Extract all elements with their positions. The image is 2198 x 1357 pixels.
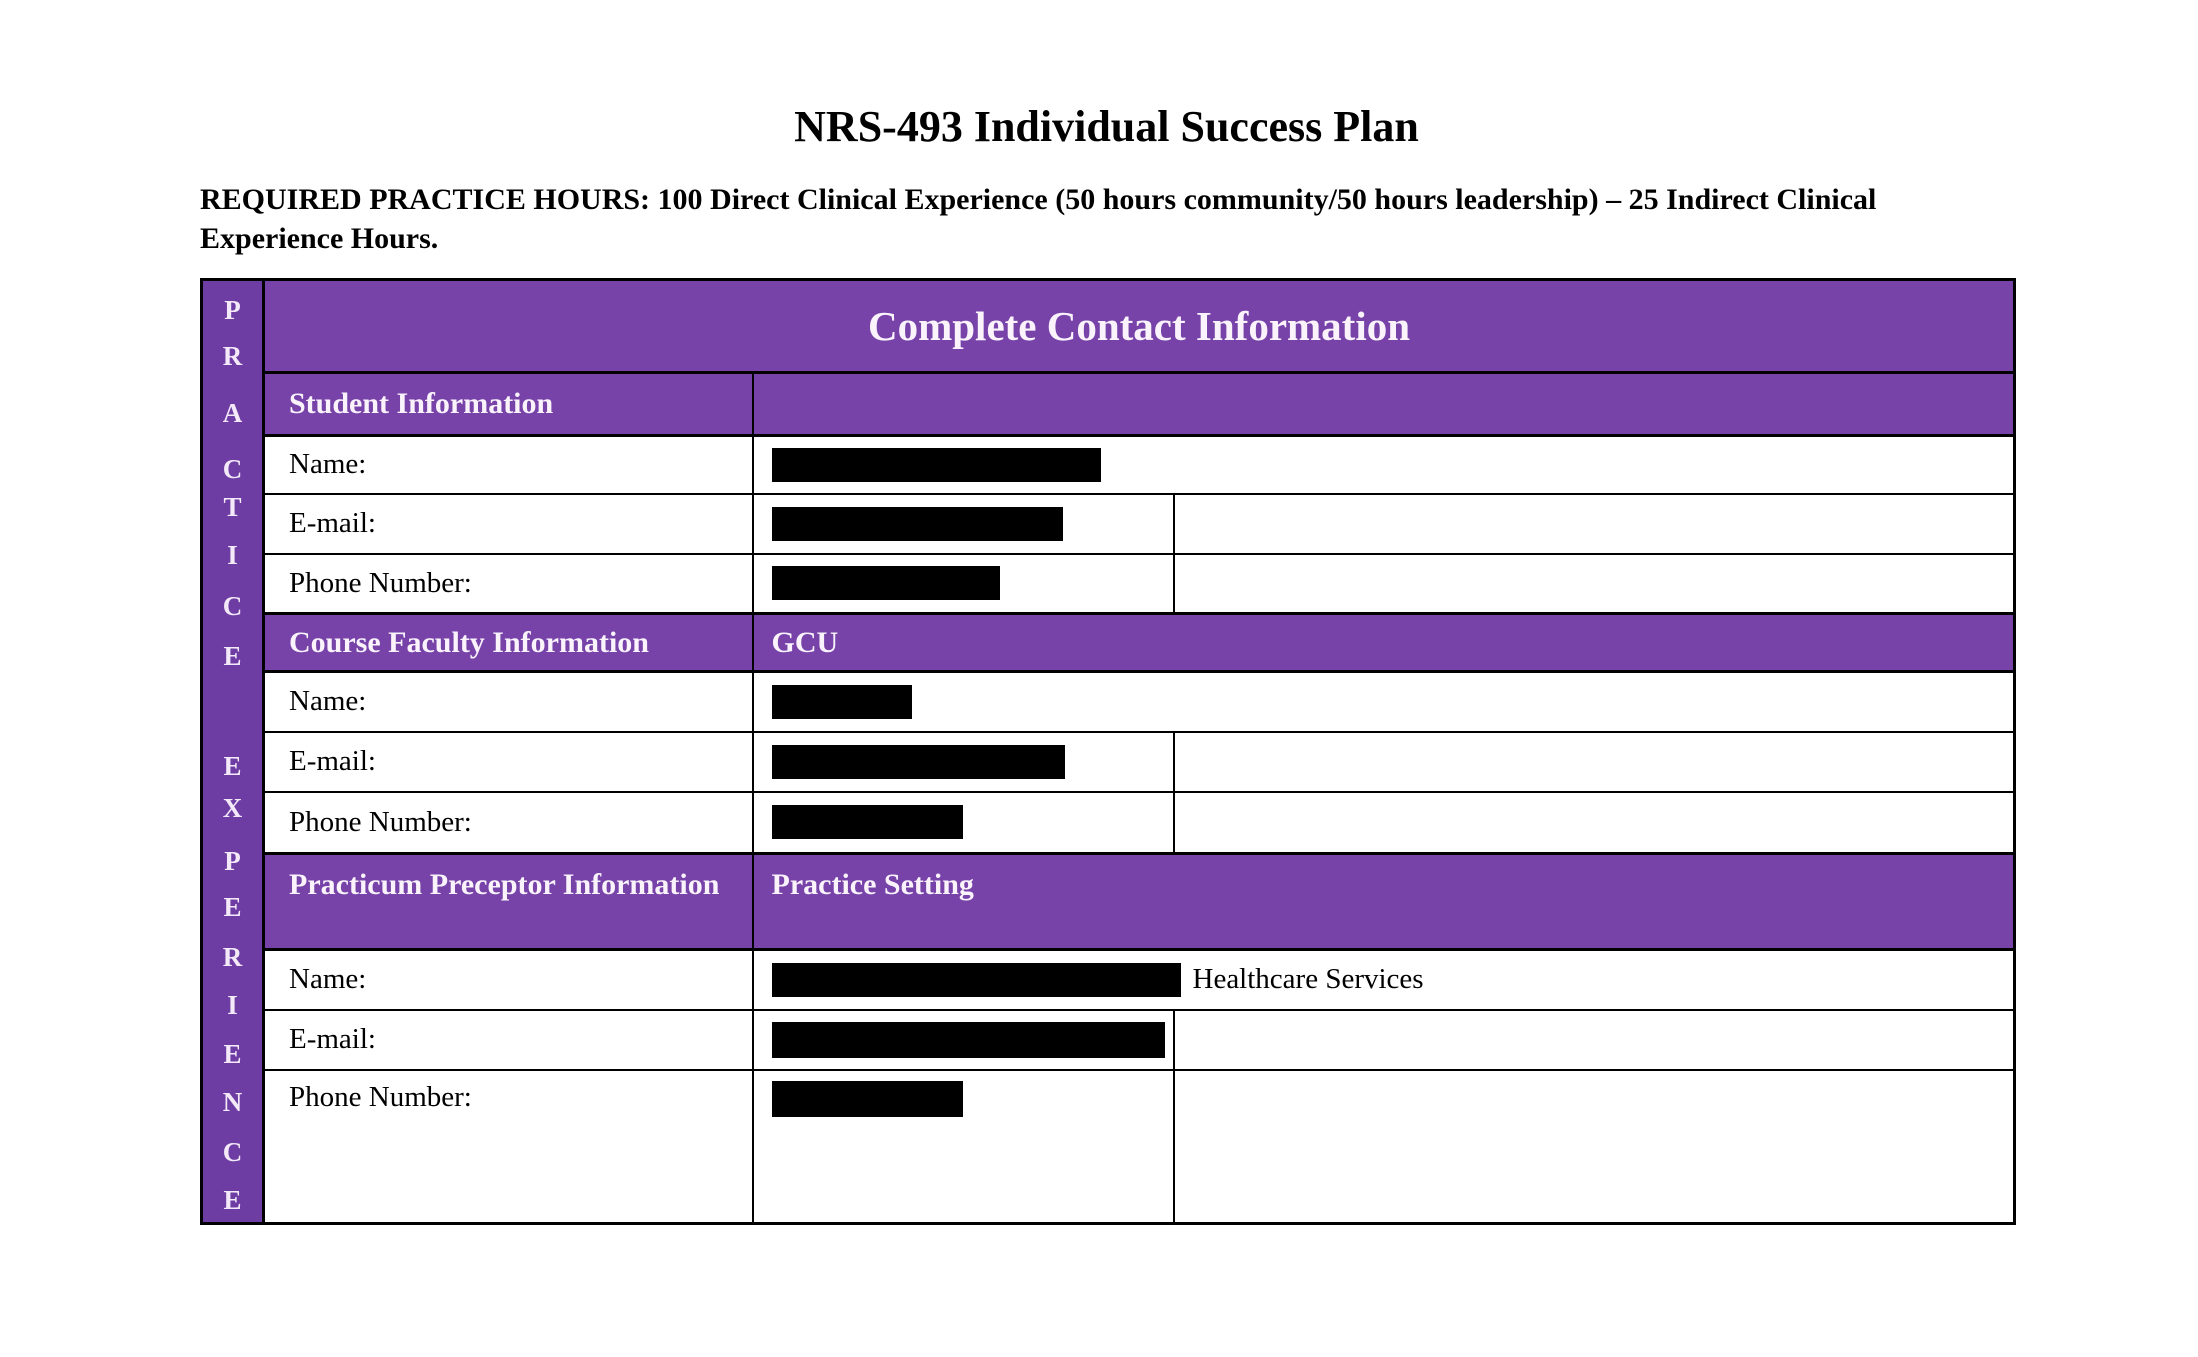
document-content xyxy=(200,0,2013,1225)
sidebar-letter: E xyxy=(223,892,242,922)
table-row xyxy=(202,554,2015,614)
sidebar-letter: X xyxy=(222,793,243,823)
sidebar-letter: C xyxy=(222,1137,243,1167)
table-row xyxy=(202,854,2015,950)
table-row xyxy=(202,494,2015,554)
table-row xyxy=(202,792,2015,854)
sidebar-letter: E xyxy=(223,641,242,671)
value-cell-faculty-name xyxy=(753,672,2015,732)
redaction-box xyxy=(772,745,1065,779)
sidebar-letter: E xyxy=(223,1039,242,1069)
sidebar-letter: C xyxy=(222,454,243,484)
value-cell-student-email xyxy=(753,494,1174,554)
value-cell-preceptor-phone xyxy=(753,1070,1174,1224)
row-label-student-phone: Phone Number: xyxy=(264,554,753,614)
redaction-box xyxy=(772,448,1101,482)
sidebar-letter: R xyxy=(222,341,243,371)
sidebar-letter: E xyxy=(223,751,242,781)
empty-cell xyxy=(1174,792,2015,854)
page-title: NRS-493 Individual Success Plan xyxy=(794,102,1419,151)
preceptor-name-visible-text: Healthcare Services xyxy=(1192,963,1424,996)
empty-cell xyxy=(1174,1070,2015,1224)
table-row xyxy=(202,1010,2015,1070)
row-label-preceptor-phone: Phone Number: xyxy=(264,1070,753,1224)
table-row xyxy=(202,672,2015,732)
row-label-faculty-phone: Phone Number: xyxy=(264,792,753,854)
sidebar-letter: P xyxy=(224,846,241,876)
sidebar-letter: A xyxy=(222,398,243,428)
table-row xyxy=(202,732,2015,792)
redaction-box xyxy=(772,1022,1165,1058)
redaction-box xyxy=(772,805,963,839)
practice-experience-sidebar xyxy=(202,280,264,1224)
sidebar-letter: T xyxy=(223,492,242,522)
value-cell-student-phone xyxy=(753,554,1174,614)
empty-cell xyxy=(1174,732,2015,792)
sidebar-letter: C xyxy=(222,591,243,621)
redaction-box xyxy=(772,507,1063,541)
section-heading-preceptor: Practicum Preceptor Information xyxy=(264,854,753,950)
value-cell-student-name xyxy=(753,436,2015,494)
section-heading-preceptor-right: Practice Setting xyxy=(753,854,2015,950)
redaction-box xyxy=(772,963,1181,997)
value-cell-faculty-email xyxy=(753,732,1174,792)
table-main-header: Complete Contact Information xyxy=(264,280,2015,373)
empty-cell xyxy=(1174,1010,2015,1070)
sidebar-letter: I xyxy=(227,990,238,1020)
sidebar-letter: R xyxy=(222,942,243,972)
required-hours-note: REQUIRED PRACTICE HOURS: 100 Direct Clinical Experience (50 hours community/50 hours leadership) – 25 Indirect Clinical Experience Hours. xyxy=(200,183,1877,255)
empty-cell xyxy=(1174,554,2015,614)
section-heading-faculty-right: GCU xyxy=(753,614,2015,672)
section-heading-student-right xyxy=(753,373,2015,436)
section-heading-faculty: Course Faculty Information xyxy=(264,614,753,672)
row-label-student-email: E-mail: xyxy=(264,494,753,554)
redaction-box xyxy=(772,685,912,719)
table-row xyxy=(202,614,2015,672)
contact-information-table xyxy=(200,278,2016,1225)
row-label-student-name: Name: xyxy=(264,436,753,494)
table-row xyxy=(202,950,2015,1010)
redaction-box xyxy=(772,1081,963,1117)
sidebar-letter: E xyxy=(223,1185,242,1215)
row-label-faculty-email: E-mail: xyxy=(264,732,753,792)
table-row xyxy=(202,1070,2015,1224)
value-cell-preceptor-name xyxy=(753,950,2015,1010)
empty-cell xyxy=(1174,494,2015,554)
value-cell-faculty-phone xyxy=(753,792,1174,854)
redaction-box xyxy=(772,566,1000,600)
sidebar-letter: P xyxy=(224,295,241,325)
section-heading-student: Student Information xyxy=(264,373,753,436)
table-row xyxy=(202,373,2015,436)
sidebar-letter: N xyxy=(222,1087,243,1117)
table-row xyxy=(202,280,2015,373)
value-cell-preceptor-email xyxy=(753,1010,1174,1070)
row-label-preceptor-email: E-mail: xyxy=(264,1010,753,1070)
row-label-faculty-name: Name: xyxy=(264,672,753,732)
sidebar-letter: I xyxy=(227,540,238,570)
row-label-preceptor-name: Name: xyxy=(264,950,753,1010)
table-row xyxy=(202,436,2015,494)
